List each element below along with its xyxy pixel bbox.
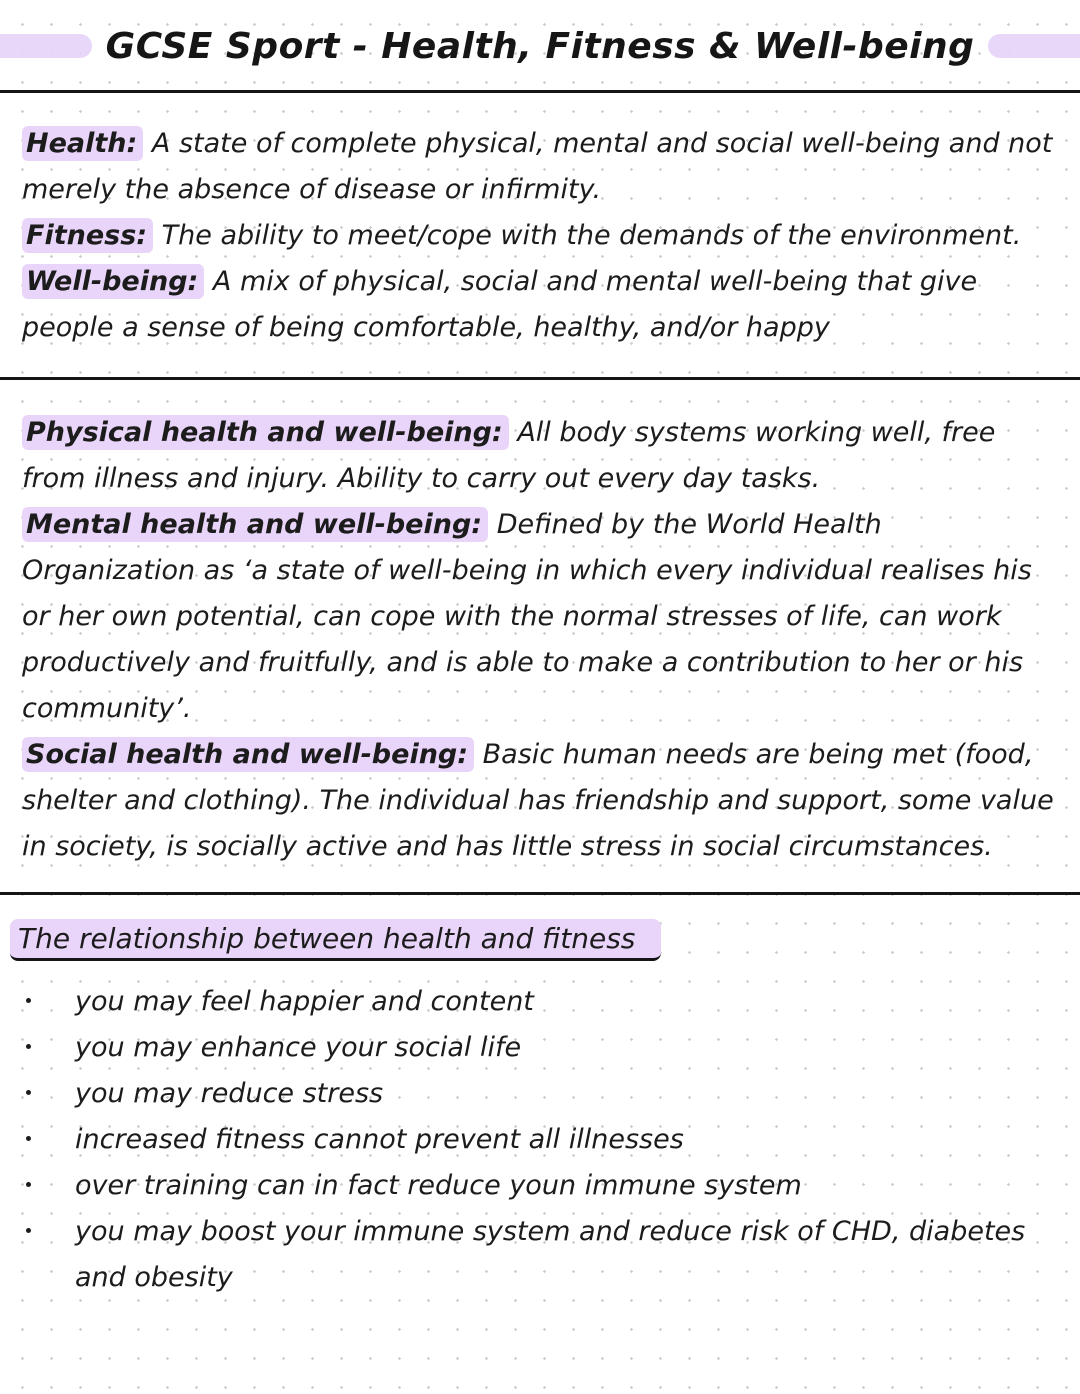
definition-mental-wellbeing <box>22 502 1058 732</box>
list-item <box>22 1209 1058 1301</box>
bullet-dot-icon <box>26 1136 31 1141</box>
relationship-bullet-list <box>0 979 1080 1301</box>
definition-social-wellbeing <box>22 732 1058 870</box>
bullet-text: over training can in fact reduce youn immune system <box>75 1170 802 1201</box>
term-physical-wellbeing: Physical health and well-being: <box>22 415 509 450</box>
term-health: Health: <box>22 126 143 161</box>
title-row <box>0 18 1080 74</box>
list-item <box>22 1025 1058 1071</box>
definition-fitness <box>22 213 1058 259</box>
definition-health-text: A state of complete physical, mental and social well-being and not merely the absence of disease or infirmity. <box>22 128 1053 205</box>
list-item <box>22 1117 1058 1163</box>
wellbeing-types-section <box>0 410 1080 870</box>
term-social-wellbeing: Social health and well-being: <box>22 737 474 772</box>
bullet-dot-icon <box>26 1182 31 1187</box>
relationship-heading-wrap <box>10 919 661 961</box>
bullet-text: you may feel happier and content <box>75 986 534 1017</box>
definition-physical-wellbeing <box>22 410 1058 502</box>
bullet-dot-icon <box>26 1228 31 1233</box>
title-highlight-bar-right <box>988 34 1080 58</box>
term-fitness: Fitness: <box>22 218 153 253</box>
list-item <box>22 1163 1058 1209</box>
bullet-text: increased fitness cannot prevent all illnesses <box>75 1124 684 1155</box>
divider-top <box>0 90 1080 93</box>
bullet-text: you may boost your immune system and reduce risk of CHD, diabetes and obesity <box>75 1216 1026 1293</box>
divider-middle <box>0 377 1080 380</box>
list-item <box>22 979 1058 1025</box>
term-wellbeing: Well-being: <box>22 264 204 299</box>
bullet-dot-icon <box>26 1044 31 1049</box>
title-highlight-bar-left <box>0 34 92 58</box>
bullet-text: you may enhance your social life <box>75 1032 522 1063</box>
bullet-dot-icon <box>26 998 31 1003</box>
relationship-heading: The relationship between health and fitness <box>10 919 661 961</box>
page-title: GCSE Sport - Health, Fitness & Well-being <box>105 25 975 67</box>
definition-physical-wellbeing-text: All body systems working well, free from illness and injury. Ability to carry out every day tasks. <box>22 417 996 494</box>
definition-wellbeing <box>22 259 1058 351</box>
list-item <box>22 1071 1058 1117</box>
definition-wellbeing-text: A mix of physical, social and mental well-being that give people a sense of being comfortable, healthy, and/or happy <box>22 266 978 343</box>
definition-fitness-text: The ability to meet/cope with the demands of the environment. <box>161 220 1022 251</box>
divider-bottom <box>0 892 1080 895</box>
definition-mental-wellbeing-text: Defined by the World Health Organization as ‘a state of well-being in which every individual realises his or her own potential, can cope with the normal stresses of life, can work productively and fruitfully, and is able to make a contribution to her or his community’. <box>22 509 1032 724</box>
term-mental-wellbeing: Mental health and well-being: <box>22 507 488 542</box>
bullet-dot-icon <box>26 1090 31 1095</box>
definitions-section <box>0 121 1080 351</box>
definition-health <box>22 121 1058 213</box>
bullet-text: you may reduce stress <box>75 1078 384 1109</box>
definition-social-wellbeing-text: Basic human needs are being met (food, shelter and clothing). The individual has friendship and support, some value in society, is socially active and has little stress in social circumstances. <box>22 739 1054 862</box>
